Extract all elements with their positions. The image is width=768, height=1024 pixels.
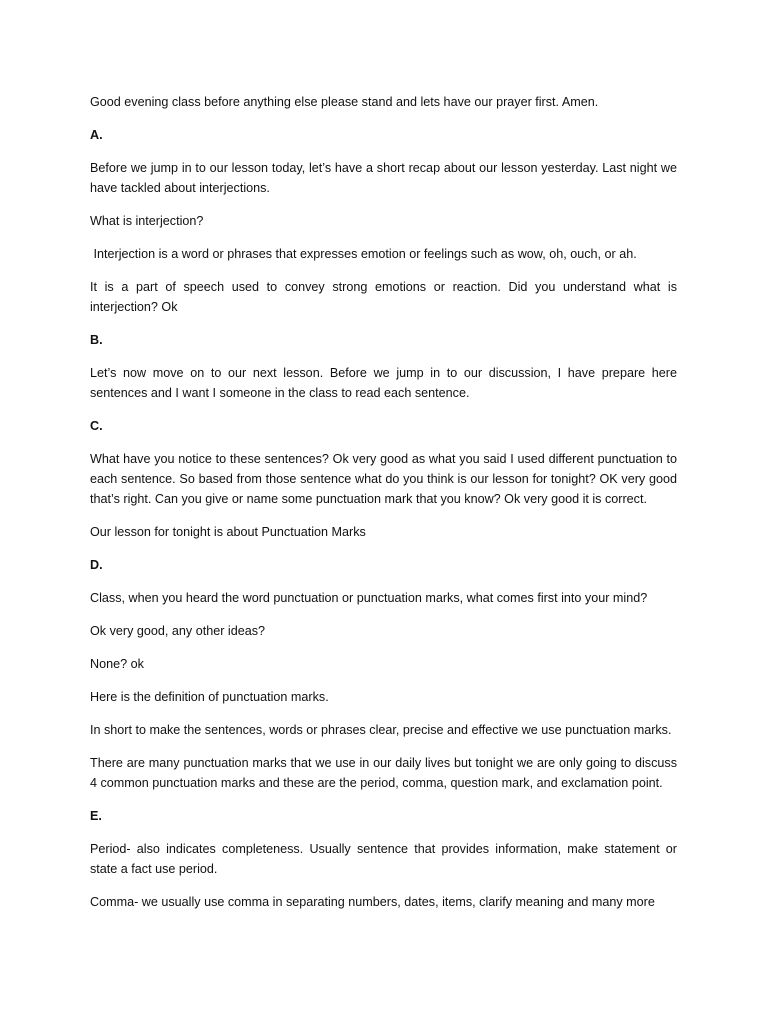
- none-paragraph: None? ok: [90, 657, 144, 671]
- recap-paragraph: Before we jump in to our lesson today, let’s have a short recap about our lesson yesterday. Last night we have tackled about interjections.: [90, 161, 677, 195]
- next-lesson-paragraph: Let’s now move on to our next lesson. Before we jump in to our discussion, I have prepare here sentences and I want I someone in the class to read each sentence.: [90, 366, 677, 400]
- other-ideas-paragraph: Ok very good, any other ideas?: [90, 624, 266, 638]
- class-question-paragraph: Class, when you heard the word punctuation or punctuation marks, what comes first into your mind?: [90, 591, 648, 605]
- section-heading-a: A.: [90, 128, 103, 142]
- part-of-speech-paragraph: It is a part of speech used to convey strong emotions or reaction. Did you understand what is interjection? Ok: [90, 280, 677, 314]
- document-page: [90, 92, 677, 925]
- comma-paragraph: Comma- we usually use comma in separating numbers, dates, items, clarify meaning and many more: [90, 895, 655, 909]
- greeting-paragraph: Good evening class before anything else please stand and lets have our prayer first. Amen.: [90, 95, 599, 109]
- definition-paragraph: Interjection is a word or phrases that expresses emotion or feelings such as wow, oh, ouch, or ah.: [90, 247, 637, 261]
- lesson-topic-paragraph: Our lesson for tonight is about Punctuation Marks: [90, 525, 366, 539]
- purpose-paragraph: In short to make the sentences, words or phrases clear, precise and effective we use punctuation marks.: [90, 723, 672, 737]
- notice-paragraph: What have you notice to these sentences? Ok very good as what you said I used different punctuation to each sentence. So based from those sentence what do you think is our lesson for tonight? OK very good that’s right. Can you give or name some punctuation mark that you know? Ok very good it is correct.: [90, 452, 677, 506]
- section-heading-d: D.: [90, 558, 103, 572]
- common-marks-paragraph: There are many punctuation marks that we use in our daily lives but tonight we are only going to discuss 4 common punctuation marks and these are the period, comma, question mark, and exclamation point.: [90, 756, 677, 790]
- section-heading-c: C.: [90, 419, 103, 433]
- period-paragraph: Period- also indicates completeness. Usually sentence that provides information, make statement or state a fact use period.: [90, 842, 677, 876]
- definition-intro-paragraph: Here is the definition of punctuation marks.: [90, 690, 329, 704]
- section-heading-e: E.: [90, 809, 102, 823]
- section-heading-b: B.: [90, 333, 103, 347]
- question-paragraph: What is interjection?: [90, 214, 204, 228]
